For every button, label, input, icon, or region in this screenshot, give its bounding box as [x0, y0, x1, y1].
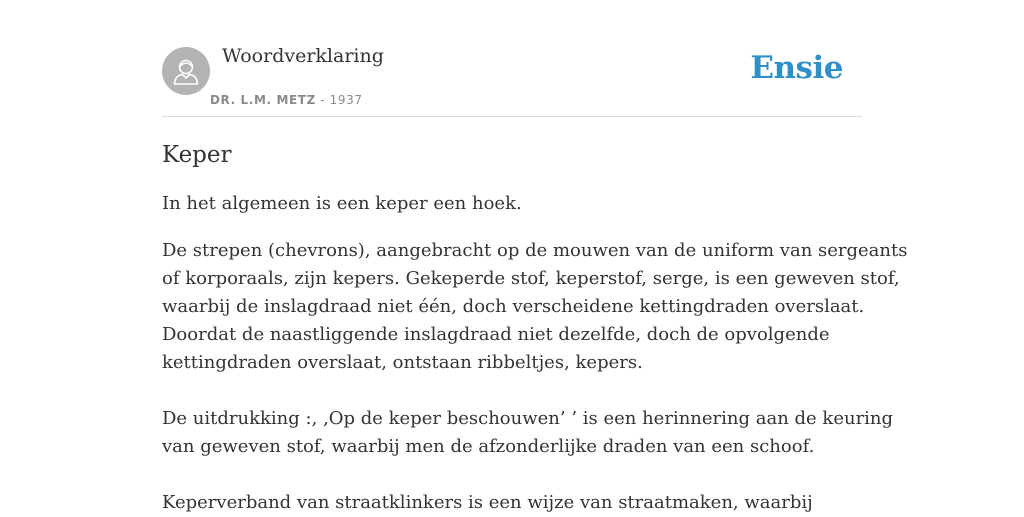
avatar — [162, 47, 210, 95]
paragraph — [162, 405, 894, 461]
text-line: van geweven stof, waarbij men de afzonderlijke draden van een schoof. — [162, 436, 815, 457]
source-meta — [210, 93, 363, 107]
paragraph — [162, 237, 908, 377]
source-year: 1937 — [329, 93, 363, 107]
source-separator: - — [315, 93, 330, 107]
text-line: waarbij de inslagdraad niet één, doch verscheidene kettingdraden overslaat. — [162, 296, 865, 317]
source-title[interactable]: Woordverklaring — [222, 45, 384, 67]
entry-intro: In het algemeen is een keper een hoek. — [162, 193, 522, 214]
text-line: Keperverband van straatklinkers is een wijze van straatmaken, waarbij — [162, 492, 813, 513]
entry-page — [162, 0, 908, 517]
user-icon — [162, 47, 210, 95]
text-line: of korporaals, zijn kepers. Gekeperde stof, keperstof, serge, is een geweven stof, — [162, 268, 900, 289]
ensie-logo[interactable]: Ensie — [750, 50, 843, 86]
source-header — [162, 0, 862, 117]
entry-body — [162, 190, 908, 517]
text-line: De uitdrukking :, ‚Op de keper beschouwen’ ’ is een herinnering aan de keuring — [162, 408, 894, 429]
source-author[interactable]: DR. L.M. METZ — [210, 93, 316, 107]
page-title: Keper — [162, 142, 232, 168]
text-line: De strepen (chevrons), aangebracht op de mouwen van de uniform van sergeants — [162, 240, 908, 261]
text-line: Doordat de naastliggende inslagdraad niet dezelfde, doch de opvolgende — [162, 324, 830, 345]
paragraph — [162, 489, 862, 517]
text-line: kettingdraden overslaat, ontstaan ribbeltjes, kepers. — [162, 352, 643, 373]
